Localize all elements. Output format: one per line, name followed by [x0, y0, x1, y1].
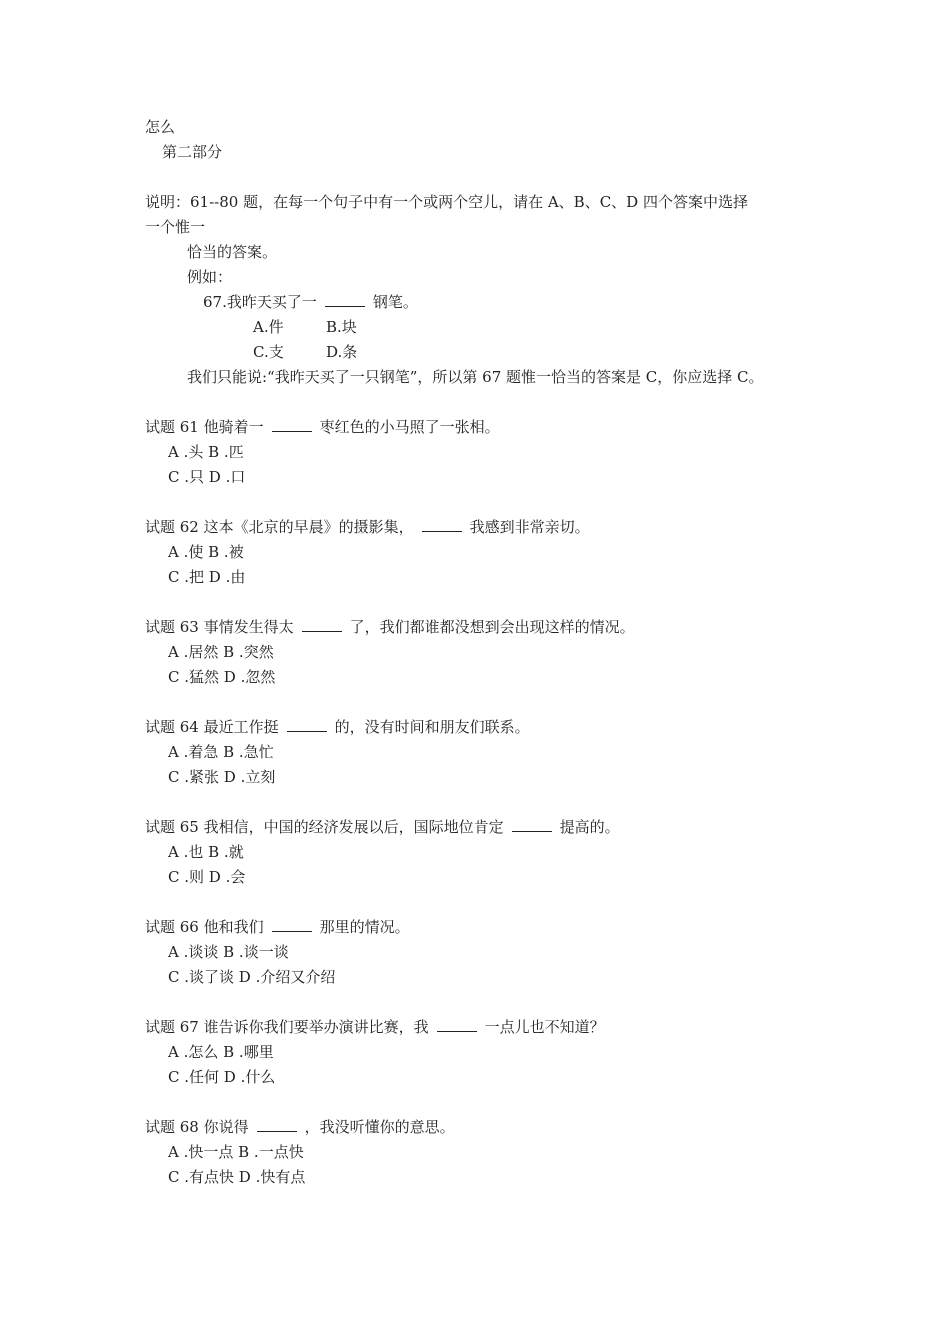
- question-66-options-cd: C .谈了谈 D .介绍又介绍: [168, 968, 336, 986]
- question-62-options-ab: A .使 B .被: [168, 543, 244, 561]
- question-66: [145, 917, 410, 937]
- question-64-options-cd: C .紧张 D .立刻: [168, 768, 276, 786]
- answer-blank: [272, 917, 312, 932]
- instructions-line-3: 恰当的答案。: [187, 243, 278, 261]
- example-sentence-end: 钢笔。: [372, 293, 418, 311]
- example-option-c: C.支: [253, 343, 284, 361]
- question-65: [145, 817, 620, 837]
- example-options-row-1: [253, 317, 357, 337]
- question-61-options-cd: C .只 D .口: [168, 468, 246, 486]
- question-63-options-ab: A .居然 B .突然: [168, 643, 274, 661]
- question-67-options-ab: A .怎么 B .哪里: [168, 1043, 274, 1061]
- question-stem: 试题 64 最近工作挺: [145, 718, 279, 736]
- example-option-a: A.件: [253, 318, 284, 336]
- top-word: 怎么: [145, 118, 176, 136]
- answer-blank: [437, 1017, 477, 1032]
- question-stem-end: 枣红色的小马照了一张相。: [319, 418, 500, 436]
- question-64-options-ab: A .着急 B .急忙: [168, 743, 274, 761]
- answer-blank: [325, 292, 365, 307]
- question-stem: 试题 67 谁告诉你我们要举办演讲比赛，我: [145, 1018, 429, 1036]
- answer-blank: [272, 417, 312, 432]
- question-63: [145, 617, 635, 637]
- question-68: [145, 1117, 455, 1137]
- question-68-options-cd: C .有点快 D .快有点: [168, 1168, 306, 1186]
- answer-blank: [287, 717, 327, 732]
- example-option-b: B.块: [326, 318, 357, 336]
- instructions-line-2: 一个惟一: [145, 218, 206, 236]
- question-stem-end: ，我没听懂你的意思。: [304, 1118, 455, 1136]
- answer-blank: [302, 617, 342, 632]
- answer-blank: [512, 817, 552, 832]
- question-stem: 试题 65 我相信，中国的经济发展以后，国际地位肯定: [145, 818, 504, 836]
- question-62-options-cd: C .把 D .由: [168, 568, 246, 586]
- section-title: 第二部分: [162, 143, 223, 161]
- question-66-options-ab: A .谈谈 B .谈一谈: [168, 943, 289, 961]
- answer-blank: [422, 517, 462, 532]
- question-64: [145, 717, 530, 737]
- question-stem: 试题 62 这本《北京的早晨》的摄影集，: [145, 518, 414, 536]
- question-65-options-cd: C .则 D .会: [168, 868, 246, 886]
- example-options-row-2: [253, 342, 357, 362]
- question-stem: 试题 68 你说得: [145, 1118, 249, 1136]
- example-sentence-start: 67.我昨天买了一: [203, 293, 317, 311]
- question-stem: 试题 61 他骑着一: [145, 418, 264, 436]
- instructions-line-1: 说明：61--80 题，在每一个句子中有一个或两个空儿，请在 A、B、C、D 四个答案中选择: [145, 193, 748, 211]
- question-stem: 试题 66 他和我们: [145, 918, 264, 936]
- question-67-options-cd: C .任何 D .什么: [168, 1068, 276, 1086]
- answer-blank: [257, 1117, 297, 1132]
- question-stem-end: 提高的。: [559, 818, 620, 836]
- question-62: [145, 517, 590, 537]
- question-65-options-ab: A .也 B .就: [168, 843, 244, 861]
- question-stem-end: 的，没有时间和朋友们联系。: [334, 718, 530, 736]
- question-stem-end: 那里的情况。: [319, 918, 410, 936]
- question-stem: 试题 63 事情发生得太: [145, 618, 294, 636]
- example-conclusion: 我们只能说:“我昨天买了一只钢笔”，所以第 67 题惟一恰当的答案是 C，你应选择 C。: [187, 368, 764, 386]
- question-61: [145, 417, 500, 437]
- example-sentence: [203, 292, 418, 312]
- question-61-options-ab: A .头 B .匹: [168, 443, 244, 461]
- question-63-options-cd: C .猛然 D .忽然: [168, 668, 276, 686]
- example-label: 例如：: [187, 268, 233, 286]
- question-stem-end: 一点儿也不知道？: [484, 1018, 605, 1036]
- question-stem-end: 我感到非常亲切。: [469, 518, 590, 536]
- example-option-d: D.条: [326, 343, 358, 361]
- question-stem-end: 了，我们都谁都没想到会出现这样的情况。: [349, 618, 635, 636]
- question-68-options-ab: A .快一点 B .一点快: [168, 1143, 304, 1161]
- question-67: [145, 1017, 605, 1037]
